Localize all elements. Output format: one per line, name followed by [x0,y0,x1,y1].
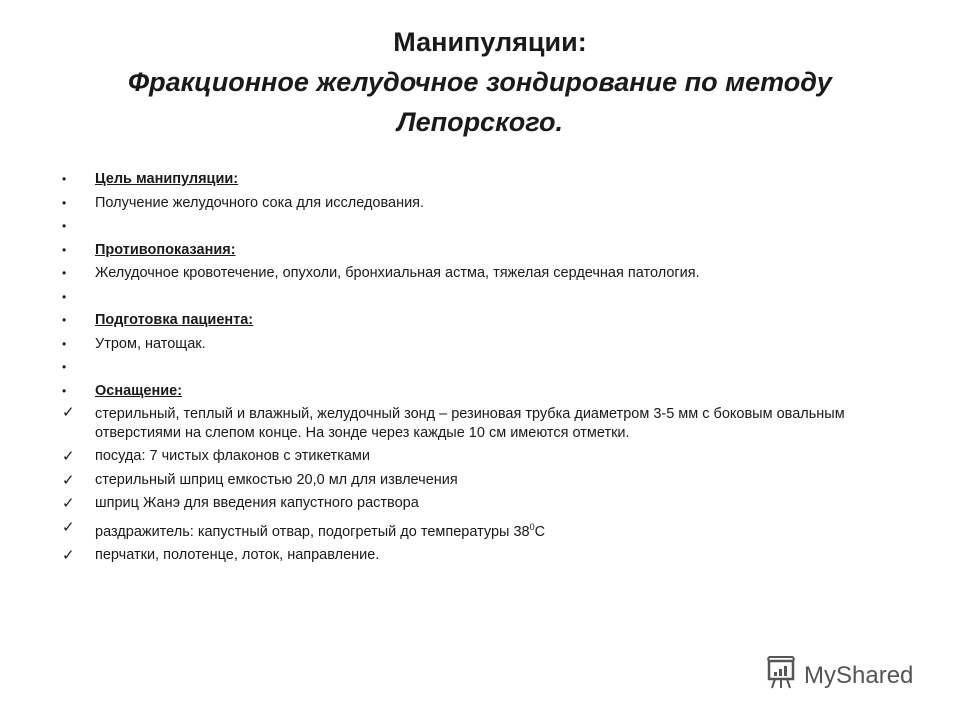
degree-superscript: 0 [529,521,535,532]
equipment-vials-text: посуда: 7 чистых флаконов с этикетками [95,448,370,464]
contraindications-text: Желудочное кровотечение, опухоли, бронхиальная астма, тяжелая сердечная патология. [95,265,700,281]
list-item [62,333,882,357]
checkmark-icon: ✓ [62,448,75,465]
list-item-empty [62,215,882,239]
list-item [62,309,882,333]
title-main: Манипуляции: [393,27,587,57]
watermark-logo [766,656,913,695]
slide-title [0,22,960,142]
equipment-probe-text: стерильный, теплый и влажный, желудочный зонд – резиновая трубка диаметром 3-5 мм с боковым овальным отверстиями на слепом конце. На зонде через каждые 10 см имеются отметки. [95,406,845,441]
title-sub-line1: Фракционное желудочное зондирование по методу [128,67,832,97]
bullet-icon: • [62,266,67,280]
presentation-board-icon [766,656,796,695]
goal-text: Получение желудочного сока для исследования. [95,194,425,211]
bullet-icon: • [62,242,67,257]
equipment-janet-syringe-text: шприц Жанэ для введения капустного раствора [95,495,419,511]
bullet-icon: • [62,383,67,398]
preparation-text: Утром, натощак. [95,335,206,352]
equipment-item [62,445,882,469]
list-item-empty [62,286,882,310]
checkmark-icon: ✓ [62,471,75,489]
list-item [62,262,882,286]
checkmark-icon: ✓ [62,518,75,536]
bullet-icon: • [62,360,67,374]
list-item [62,239,882,263]
equipment-item [62,516,882,544]
bullet-icon: • [62,195,67,210]
checkmark-icon: ✓ [62,495,75,512]
equipment-item [62,492,882,516]
watermark-text: MyShared [804,661,914,689]
bullet-icon: • [62,336,67,351]
list-item [62,380,882,404]
celsius-suffix: С [534,523,546,540]
section-heading-contraindications: Противопоказания: [95,241,236,258]
section-heading-goal: Цель манипуляции: [95,171,239,187]
checkmark-icon: ✓ [62,546,75,564]
checkmark-icon: ✓ [62,404,75,421]
bullet-list [62,168,882,567]
equipment-item [62,403,882,445]
equipment-irritant-text: раздражитель: капустный отвар, подогретый до температуры 38 [95,523,530,540]
bullet-icon: • [62,219,67,233]
bullet-icon: • [62,289,67,304]
bullet-icon: • [62,313,67,327]
list-item-empty [62,356,882,380]
title-sub-line2: Лепорского. [397,107,563,137]
equipment-item [62,469,882,493]
section-heading-equipment: Оснащение: [95,382,183,399]
list-item [62,192,882,216]
section-heading-preparation: Подготовка пациента: [95,312,254,328]
list-item [62,168,882,192]
equipment-item [62,544,882,568]
bullet-icon: • [62,172,67,186]
equipment-misc-text: перчатки, полотенце, лоток, направление. [95,546,380,563]
equipment-syringe-text: стерильный шприц емкостью 20,0 мл для извлечения [95,471,458,488]
